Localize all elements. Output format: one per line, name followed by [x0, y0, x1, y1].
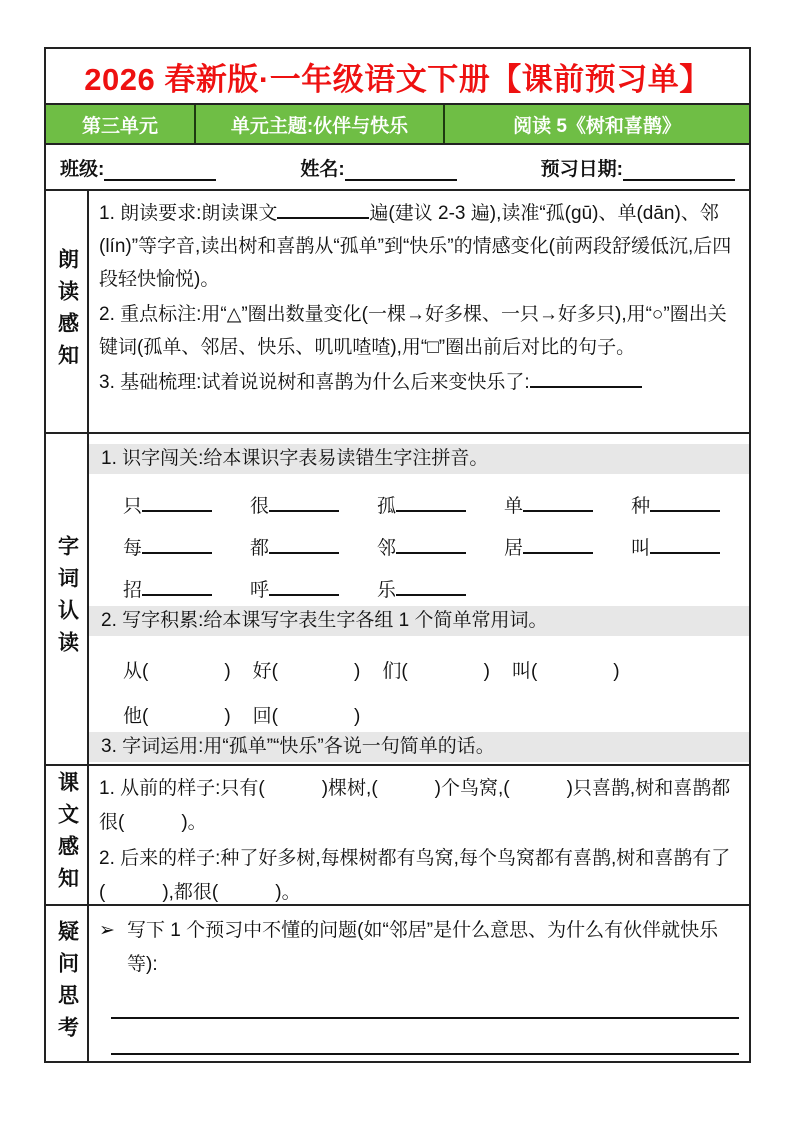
- section-text-perception: [46, 766, 749, 906]
- worksheet: [44, 47, 751, 1063]
- section-content-words: [89, 434, 749, 764]
- unit-bar: [46, 105, 749, 145]
- reading-item-3-text: 3. 基础梳理:试着说说树和喜鹊为什么后来变快乐了:: [99, 372, 530, 393]
- reading-item-1-post: 遍(建议 2-3 遍),读准“孤(gū)、单(dān)、邻(lín)”等字音,读出树和喜鹊从“孤单”到“快乐”的情感变化(前两段舒缓低沉,后四段轻快愉悦)。: [99, 203, 732, 290]
- pinyin-blank: [269, 536, 339, 554]
- pinyin-char: 叫: [631, 538, 651, 559]
- words-heading-3: 3. 字词运用:用“孤单”“快乐”各说一句简单的话。: [89, 732, 749, 762]
- pinyin-row-1: [99, 476, 741, 518]
- pinyin-item: [631, 533, 720, 560]
- pinyin-char: 只: [123, 496, 143, 517]
- section-reading-perception: [46, 191, 749, 434]
- words-heading-1: 1. 识字闯关:给本课识字表易读错生字注拼音。: [89, 444, 749, 474]
- word-item: 叫( ): [511, 661, 620, 682]
- section-words: [46, 434, 749, 766]
- arrow-bullet-icon: ➢: [99, 920, 115, 941]
- date-field: [541, 154, 735, 181]
- pinyin-blank: [523, 536, 593, 554]
- word-row-2: [99, 683, 741, 728]
- section-label-words: 字词认读: [46, 434, 89, 764]
- answer-line-1: [111, 982, 739, 1019]
- pinyin-char: 招: [123, 580, 143, 601]
- reading-item-3: [99, 366, 741, 399]
- pinyin-item: [123, 491, 212, 518]
- date-label: 预习日期:: [540, 158, 623, 180]
- word-item: 们( ): [382, 661, 490, 682]
- pinyin-char: 种: [631, 496, 651, 517]
- pinyin-blank: [142, 578, 212, 596]
- pinyin-item: [504, 491, 593, 518]
- pinyin-blank: [142, 536, 212, 554]
- reading-item-3-blank: [530, 370, 642, 388]
- words-heading-2: 2. 写字积累:给本课写字表生字各组 1 个简单常用词。: [89, 606, 749, 636]
- pinyin-blank: [650, 494, 720, 512]
- pinyin-item: [377, 491, 466, 518]
- text-item-2: 2. 后来的样子:种了好多树,每棵树都有鸟窝,每个鸟窝都有喜鹊,树和喜鹊有了( ),都很( )。: [99, 848, 731, 903]
- date-blank: [623, 162, 735, 180]
- pinyin-char: 邻: [377, 538, 397, 559]
- pinyin-char: 呼: [250, 580, 270, 601]
- section-content-reading: [89, 191, 749, 432]
- unit-theme: 单元主题:伙伴与快乐: [196, 105, 445, 143]
- answer-line-2: [111, 1019, 739, 1056]
- unit-reading-title: 阅读 5《树和喜鹊》: [513, 115, 681, 137]
- pinyin-item: [250, 575, 339, 602]
- pinyin-row-3: [99, 560, 741, 602]
- section-label-text: 课文感知: [46, 766, 89, 904]
- pinyin-char: 都: [250, 538, 270, 559]
- reading-times-blank: [277, 201, 369, 219]
- class-label: 班级:: [60, 158, 105, 180]
- section-content-text: [89, 766, 749, 904]
- word-row-1: [99, 638, 741, 683]
- word-item: 好( ): [252, 661, 361, 682]
- page-title: 2026 春新版·一年级语文下册【课前预习单】: [46, 49, 749, 105]
- pinyin-item: [377, 575, 466, 602]
- class-field: [60, 154, 216, 181]
- info-row: [46, 145, 749, 191]
- word-item: 他( ): [123, 706, 231, 727]
- section-content-question: [89, 906, 749, 1061]
- pinyin-char: 乐: [377, 580, 397, 601]
- pinyin-item: [504, 533, 593, 560]
- word-item: 回( ): [252, 706, 361, 727]
- pinyin-char: 每: [123, 538, 143, 559]
- pinyin-blank: [523, 494, 593, 512]
- pinyin-item: [250, 491, 339, 518]
- section-label-reading: 朗读感知: [46, 191, 89, 432]
- pinyin-item: [250, 533, 339, 560]
- pinyin-blank: [396, 536, 466, 554]
- pinyin-blank: [142, 494, 212, 512]
- pinyin-item: [377, 533, 466, 560]
- pinyin-char: 单: [504, 496, 524, 517]
- pinyin-char: 孤: [377, 496, 397, 517]
- pinyin-blank: [650, 536, 720, 554]
- pinyin-item: [123, 533, 212, 560]
- pinyin-row-2: [99, 518, 741, 560]
- pinyin-blank: [269, 494, 339, 512]
- reading-item-1-pre: 1. 朗读要求:朗读课文: [99, 203, 278, 224]
- class-blank: [104, 162, 216, 180]
- section-label-question: 疑问思考: [46, 906, 89, 1061]
- name-label: 姓名:: [300, 158, 345, 180]
- pinyin-blank: [396, 578, 466, 596]
- name-blank: [345, 162, 457, 180]
- reading-item-2: 2. 重点标注:用“△”圈出数量变化(一棵→好多棵、一只→好多只),用“○”圈出关键词(孤单、邻居、快乐、叽叽喳喳),用“□”圈出前后对比的句子。: [99, 304, 727, 358]
- pinyin-char: 很: [250, 496, 270, 517]
- pinyin-item: [631, 491, 720, 518]
- name-field: [300, 154, 456, 181]
- question-prompt-text: 写下 1 个预习中不懂的问题(如“邻居”是什么意思、为什么有伙伴就快乐等):: [127, 920, 719, 975]
- pinyin-blank: [269, 578, 339, 596]
- pinyin-blank: [396, 494, 466, 512]
- pinyin-char: 居: [504, 538, 524, 559]
- section-question: [46, 906, 749, 1061]
- question-prompt: [99, 914, 741, 982]
- text-item-1: 1. 从前的样子:只有( )棵树,( )个鸟窝,( )只喜鹊,树和喜鹊都很( )。: [99, 778, 731, 833]
- pinyin-item: [123, 575, 212, 602]
- unit-number: 第三单元: [46, 105, 196, 143]
- reading-item-1: [99, 197, 741, 296]
- word-item: 从( ): [123, 661, 231, 682]
